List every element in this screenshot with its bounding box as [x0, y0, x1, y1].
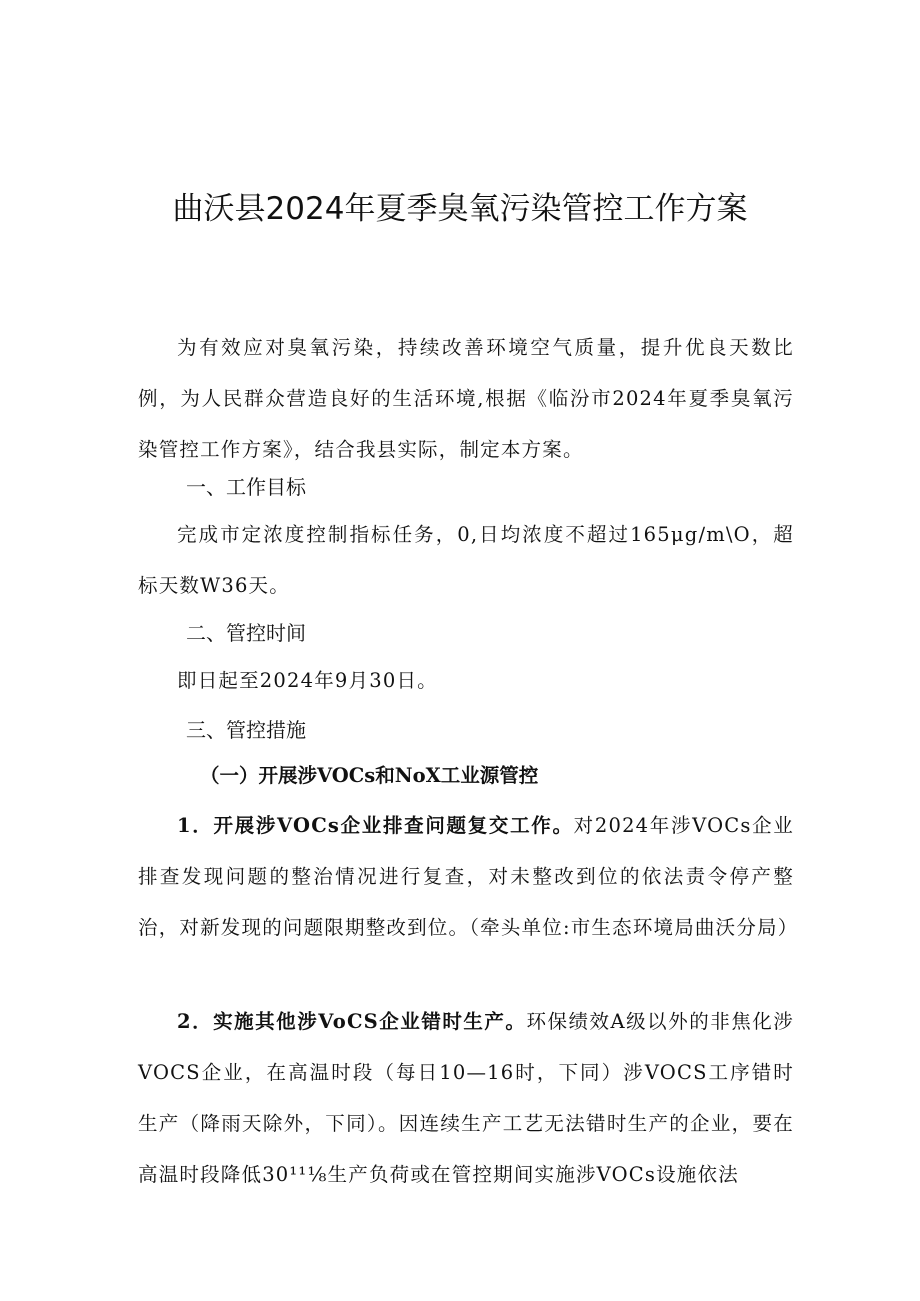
sub-heading-industrial-control: （一）开展涉VOCs和NoX工业源管控 — [200, 764, 539, 787]
document-title: 曲沃县2024年夏季臭氧污染管控工作方案 — [172, 191, 748, 227]
measure-item-1-lead: 1．开展涉VOCs企业排查问题复交工作。 — [177, 814, 574, 837]
section-heading-measures: 三、管控措施 — [186, 718, 306, 742]
measure-item-2 — [138, 996, 794, 1200]
measure-item-1-body: 对2024年涉VOCs企业排查发现问题的整治情况进行复查，对未整改到位的依法责令停产整治，对新发现的问题限期整改到位。（牵头单位:市生态环境局曲沃分局） — [138, 814, 799, 939]
period-paragraph: 即日起至2024年9月30日。 — [177, 669, 438, 692]
measure-item-1 — [138, 800, 799, 953]
intro-paragraph: 为有效应对臭氧污染，持续改善环境空气质量，提升优良天数比例，为人民群众营造良好的生活环境,根据《临汾市2024年夏季臭氧污染管控工作方案》，结合我县实际，制定本方案。 — [138, 336, 794, 461]
goals-paragraph: 完成市定浓度控制指标任务，0,日均浓度不超过165μg∕m\O，超标天数W36天。 — [138, 523, 794, 597]
section-heading-goals: 一、工作目标 — [186, 475, 306, 499]
measure-item-2-body: 环保绩效A级以外的非焦化涉VOCS企业，在高温时段（每日10—16时，下同）涉VOCS工序错时生产（降雨天除外，下同）。因连续生产工艺无法错时生产的企业，要在高温时段降低30¹¹⅛生产负荷或在管控期间实施涉VOCs设施依法 — [138, 1010, 794, 1186]
section-heading-period: 二、管控时间 — [186, 621, 306, 645]
measure-item-2-lead: 2．实施其他涉VoCS企业错时生产。 — [177, 1010, 527, 1033]
